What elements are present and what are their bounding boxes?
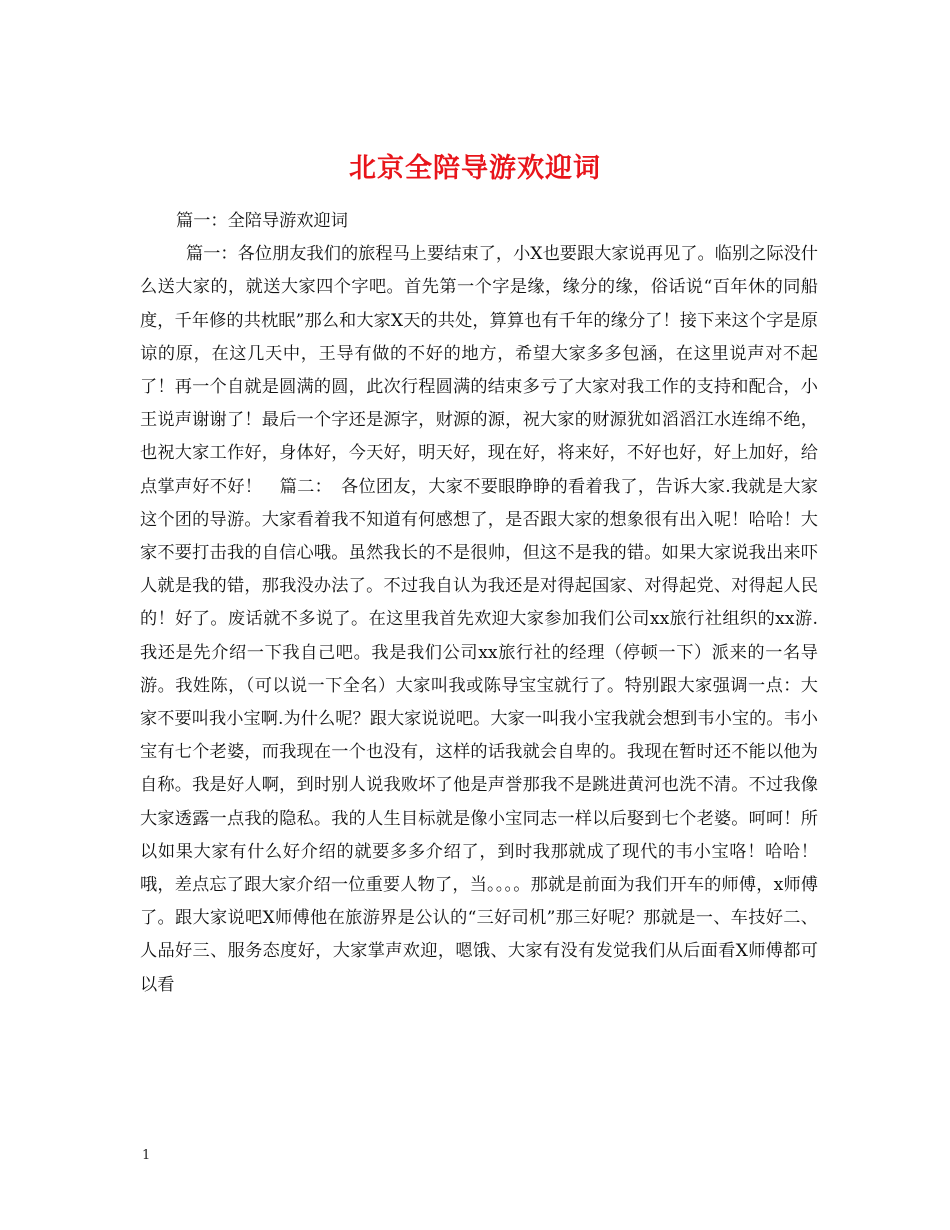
document-body — [140, 205, 818, 1002]
page-title: 北京全陪导游欢迎词 — [349, 153, 601, 185]
section-subheading: 篇一：全陪导游欢迎词 — [176, 211, 348, 231]
page-number: 1 — [142, 1148, 151, 1163]
body-paragraph: 篇一：各位朋友我们的旅程马上要结束了，小X也要跟大家说再见了。临别之际没什么送大家的，就送大家四个字吧。首先第一个字是缘，缘分的缘，俗话说“百年休的同船度，千年修的共枕眠”那么和大家X天的共处，算算也有千年的缘分了！接下来这个字是原谅的原，在这几天中，王导有做的不好的地方，希望大家多多包涵，在这里说声对不起了！再一个自就是圆满的圆，此次行程圆满的结束多亏了大家对我工作的支持和配合，小王说声谢谢了！最后一个字还是源字，财源的源，祝大家的财源犹如滔滔江水连绵不绝，也祝大家工作好，身体好，今天好，明天好，现在好，将来好，不好也好，好上加好，给点掌声好不好！ 篇二： 各位团友，大家不要眼睁睁的看着我了，告诉大家.我就是大家这个团的导游。大家看着我不知道有何感想了，是否跟大家的想象很有出入呢！哈哈！大家不要打击我的自信心哦。虽然我长的不是很帅，但这不是我的错。如果大家说我出来吓人就是我的错，那我没办法了。不过我自认为我还是对得起国家、对得起党、对得起人民的！好了。废话就不多说了。在这里我首先欢迎大家参加我们公司xx旅行社组织的xx游.我还是先介绍一下我自己吧。我是我们公司xx旅行社的经理（停顿一下）派来的一名导游。我姓陈，（可以说一下全名）大家叫我或陈导宝宝就行了。特别跟大家强调一点：大家不要叫我小宝啊.为什么呢？跟大家说说吧。大家一叫我小宝我就会想到韦小宝的。韦小宝有七个老婆，而我现在一个也没有，这样的话我就会自卑的。我现在暂时还不能以他为自称。我是好人啊，到时别人说我败坏了他是声誉那我不是跳进黄河也洗不清。不过我像大家透露一点我的隐私。我的人生目标就是像小宝同志一样以后娶到七个老婆。呵呵！所以如果大家有什么好介绍的就要多多介绍了，到时我那就成了现代的韦小宝咯！哈哈！哦，差点忘了跟大家介绍一位重要人物了，当。。。。那就是前面为我们开车的师傅，x师傅了。跟大家说吧X师傅他在旅游界是公认的“三好司机”那三好呢？那就是一、车技好二、人品好三、服务态度好，大家掌声欢迎，嗯饿、大家有没有发觉我们从后面看X师傅都可以看 — [140, 244, 818, 995]
